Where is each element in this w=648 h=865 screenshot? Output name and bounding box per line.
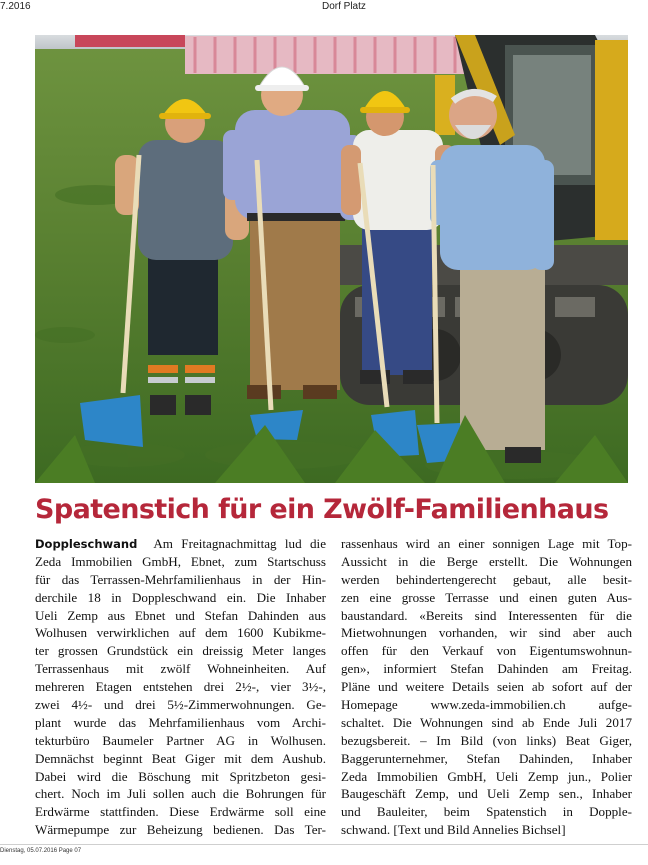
text-line: Mietwohnungen vorhanden, wir sind aber auch [341,625,632,641]
text-line: plant wurde das Mehrfamilienhaus vom Archi- [35,714,326,730]
dateline: Doppleschwand [35,537,138,551]
article-column-right [341,535,632,839]
text-line: schaltet. Die Wohnungen sind ab Ende Juli 2017 [341,714,632,730]
article-headline: Spatenstich für ein Zwölf-Familienhaus [35,494,609,525]
text-line: werden behindertengerecht gebaut, alle besit- [341,571,632,587]
text-line: tekturbüro Baumeler Partner AG in Wolhusen. [35,732,326,748]
groundbreaking-photo [35,35,628,483]
text-line: Wärmepumpe zur Beheizung bedienen. Das Ter- [35,822,326,838]
section-name: Dorf Platz [322,1,366,12]
text-line: ter grossen Grundstück ein dreissig Meter langes [35,643,326,659]
footer-divider [0,844,648,845]
text-line: mehreren Etagen entstehen drei 2½-, vier 3½-, [35,679,326,695]
text-line: Dabei wird die Böschung mit Spritzbeton gesi- [35,768,326,784]
text-line: schwand. [Text und Bild Annelies Bichsel] [341,822,566,838]
text-line: Zeda Immobilien GmbH, Ueli Zemp jun., Polier [341,768,632,784]
text-line: Demnächst beginnt Beat Giger mit dem Aushub. [35,750,326,766]
text-line: Erdwärme stattfinden. Diese Erdwärme soll eine [35,804,326,820]
text-line: rassenhaus wird an einer sonnigen Lage mit Top- [341,536,632,551]
text-line: Doppleschwand Am Freitagnachmittag lud die [35,536,326,551]
text-line: Baugeschäft Zemp, und Ueli Zemp sen., Inhaber [341,786,632,802]
text-line: Wolhusen verwirklichen auf dem 1600 Kubikme- [35,625,326,641]
text-line: offen für den Verkauf von Eigentumswohnun- [341,643,632,659]
text-line: derchile 18 in Doppleschwand ein. Die Inhaber [35,589,326,605]
text-line: Zeda Immobilien GmbH, Ebnet, zum Startschuss [35,553,326,569]
text-line: baustandard. «Bereits sind Interessenten für die [341,607,632,623]
text-line: und Bauleiter, beim Spatenstich in Dopple- [341,804,632,820]
text-line: zwei 4½- und drei 5½-Zimmerwohnungen. Ge- [35,697,326,713]
text-line: bezugsbereit. – Im Bild (von links) Beat Giger, [341,732,632,748]
text-line: Aussicht in die Berge erstellt. Die Wohnungen [341,553,632,569]
page-footer: Dienstag, 05.07.2016 Page 07 [0,848,82,854]
text-line: Baggerunternehmer, Stefan Dahinden, Inhaber [341,750,632,766]
issue-date: 7.2016 [0,1,31,12]
text-line: gen», informiert Stefan Dahinden am Freitag. [341,661,632,677]
article-body [35,535,632,838]
page-header [0,0,648,14]
text-line: für das Terrassen-Mehrfamilienhaus in der Hin- [35,571,326,587]
article-photo [35,35,628,483]
text-line: Ueli Zemp aus Ebnet und Stefan Dahinden aus [35,607,326,623]
text-line: Terrassenhaus mit zwölf Wohneinheiten. Auf [35,661,326,677]
text-line: zen eine grosse Terrasse und einen guten Aus- [341,589,632,605]
text-line: Homepage www.zeda-immobilien.ch aufge- [341,697,632,713]
text-line: Pläne und weitere Details seien ab sofort auf der [341,679,632,695]
article-column-left [35,535,326,839]
text-line: chert. Noch im Juli sollen auch die Bohrungen für [35,786,326,802]
